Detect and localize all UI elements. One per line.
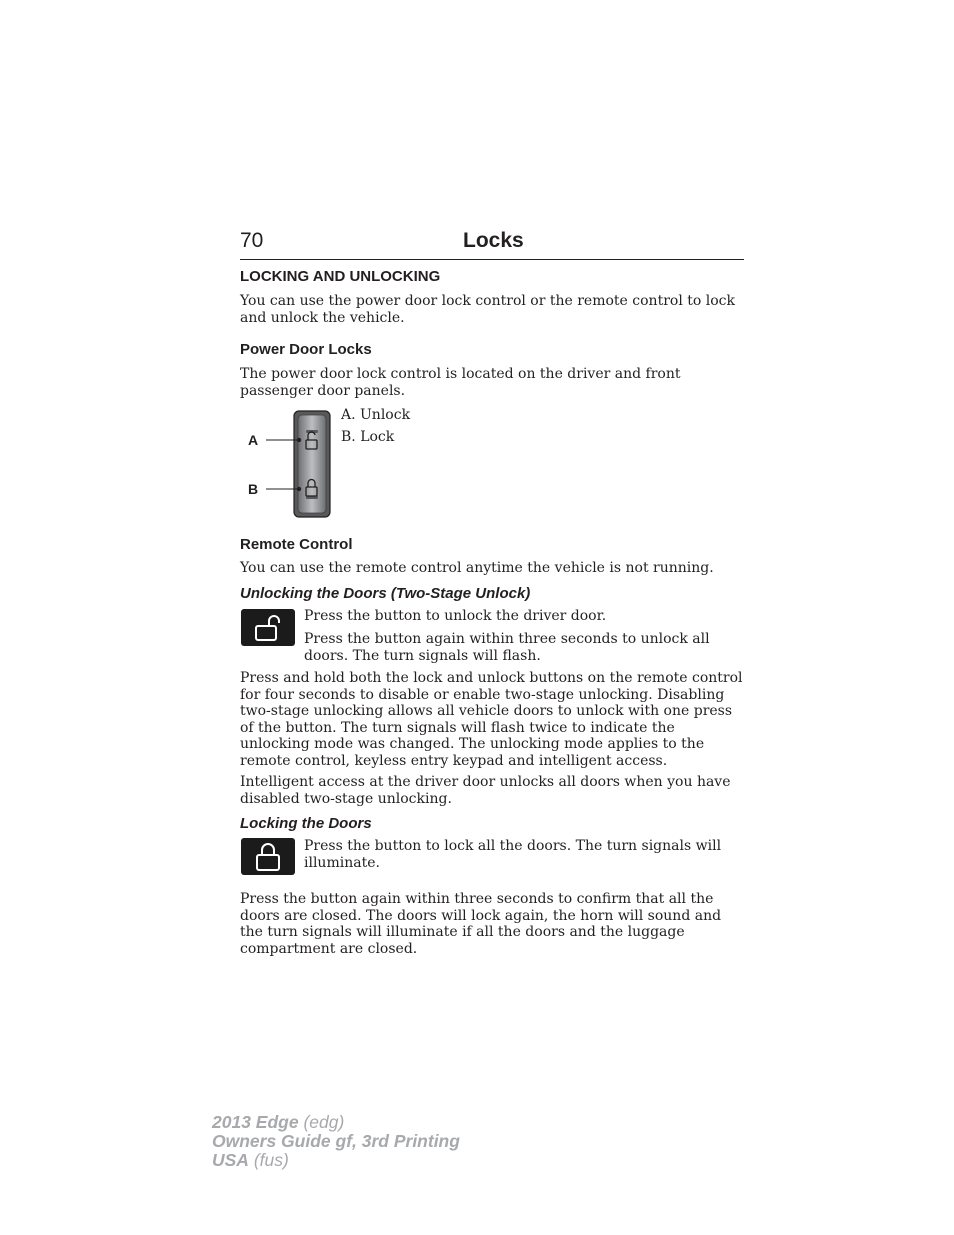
footer-model: 2013 Edge bbox=[212, 1112, 299, 1132]
header-rule bbox=[240, 259, 744, 260]
section-intro: You can use the power door lock control or the remote control to lock and unlock the vehicle. bbox=[240, 293, 735, 326]
page-number: 70 bbox=[240, 229, 264, 252]
lock-button-icon-box bbox=[241, 838, 295, 875]
door-lock-switch-figure bbox=[244, 408, 336, 520]
power-door-locks-heading: Power Door Locks bbox=[240, 341, 372, 358]
locking-heading: Locking the Doors bbox=[240, 815, 372, 832]
lock-step-1: Press the button to lock all the doors. The turn signals will illuminate. bbox=[304, 838, 722, 871]
lock-icon bbox=[254, 842, 282, 872]
callout-a: A bbox=[248, 432, 259, 448]
unlock-para-2: Intelligent access at the driver door unlocks all doors when you have disabled two-stage unlocking. bbox=[240, 774, 731, 807]
unlock-step-1: Press the button to unlock the driver door. bbox=[304, 608, 607, 624]
unlocking-heading: Unlocking the Doors (Two-Stage Unlock) bbox=[240, 585, 531, 602]
power-door-locks-text: The power door lock control is located on the driver and front passenger door panels. bbox=[240, 366, 681, 399]
legend-unlock: A. Unlock bbox=[341, 407, 411, 423]
unlock-para-1: Press and hold both the lock and unlock buttons on the remote control for four seconds to disable or enable two-stage unlocking. Disabling two-stage unlocking allows all vehicle doors to unlock with one press of the button. The turn signals will flash twice to indicate the unlocking mode was changed. The unlocking mode applies to the remote control, keyless entry keypad and intelligent access. bbox=[240, 670, 743, 769]
unlock-button-icon-box bbox=[241, 609, 295, 646]
footer-model-code: (edg) bbox=[303, 1112, 345, 1132]
chapter-title: Locks bbox=[463, 229, 524, 252]
remote-control-text: You can use the remote control anytime the vehicle is not running. bbox=[240, 560, 714, 576]
unlock-step-2: Press the button again within three seconds to unlock all doors. The turn signals will flash. bbox=[304, 631, 710, 664]
unlock-icon bbox=[253, 614, 283, 642]
footer-market: USA bbox=[212, 1150, 249, 1170]
footer-line-2 bbox=[212, 1132, 460, 1151]
remote-control-heading: Remote Control bbox=[240, 536, 353, 553]
callout-b: B bbox=[248, 481, 259, 497]
section-title: LOCKING AND UNLOCKING bbox=[240, 268, 441, 285]
legend-lock: B. Lock bbox=[341, 429, 395, 445]
lock-para-1: Press the button again within three seconds to confirm that all the doors are closed. The doors will lock again, the horn will sound and the turn signals will illuminate if all the doors and the luggage compartment are closed. bbox=[240, 891, 722, 957]
footer-line-3 bbox=[212, 1151, 289, 1170]
footer-guide: Owners Guide gf, 3rd Printing bbox=[212, 1131, 460, 1151]
footer-line-1 bbox=[212, 1113, 344, 1132]
door-lock-switch-illustration bbox=[244, 408, 336, 520]
footer-market-code: (fus) bbox=[253, 1150, 289, 1170]
